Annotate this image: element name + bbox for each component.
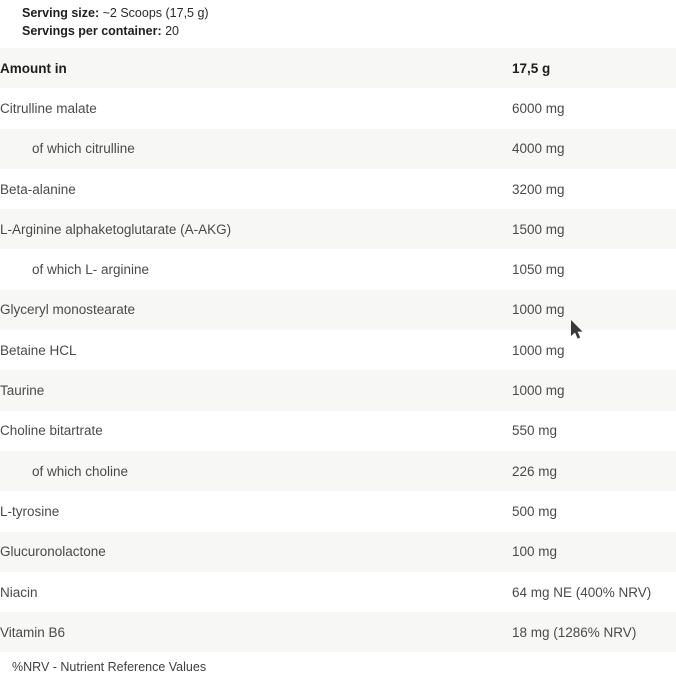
row-ingredient-name: L-tyrosine: [0, 503, 60, 519]
table-row: [0, 451, 676, 491]
table-row: [0, 491, 676, 531]
row-ingredient-amount: 3200 mg: [512, 181, 565, 197]
row-ingredient-amount: 4000 mg: [512, 141, 565, 157]
row-ingredient-amount: 550 mg: [512, 423, 558, 439]
table-row: [0, 88, 676, 128]
serving-size-line: [22, 4, 664, 22]
header-cell-value: 17,5 g: [512, 60, 551, 76]
table-row: [0, 290, 676, 330]
row-ingredient-amount: 6000 mg: [512, 100, 565, 116]
table-row: [0, 572, 676, 612]
row-ingredient-name: of which citrulline: [32, 141, 135, 157]
row-ingredient-name: Niacin: [0, 584, 38, 600]
row-ingredient-amount: 18 mg (1286% NRV): [512, 624, 637, 640]
row-ingredient-amount: 226 mg: [512, 463, 558, 479]
row-ingredient-name: Glyceryl monostearate: [0, 302, 136, 318]
row-ingredient-amount: 100 mg: [512, 544, 558, 560]
row-ingredient-amount: 1000 mg: [512, 302, 565, 318]
nutrition-table-body: [0, 48, 676, 652]
row-ingredient-amount: 1000 mg: [512, 383, 565, 399]
table-row: [0, 411, 676, 451]
nrv-footnote: %NRV - Nutrient Reference Values: [12, 660, 207, 674]
row-ingredient-name: Choline bitartrate: [0, 423, 103, 439]
table-row: [0, 209, 676, 249]
row-ingredient-amount: 500 mg: [512, 503, 558, 519]
table-row: [0, 169, 676, 209]
servings-per-container-line: [22, 22, 664, 40]
row-ingredient-name: L-Arginine alphaketoglutarate (A-AKG): [0, 221, 232, 237]
servings-per-container-value: 20: [165, 24, 180, 38]
table-row: [0, 532, 676, 572]
row-ingredient-amount: 1500 mg: [512, 221, 565, 237]
table-header-row: [0, 48, 676, 88]
table-row: [0, 612, 676, 652]
table-row: [0, 330, 676, 370]
row-ingredient-name: Glucuronolactone: [0, 544, 106, 560]
row-ingredient-name: Betaine HCL: [0, 342, 77, 358]
row-ingredient-name: of which L- arginine: [32, 262, 150, 278]
row-ingredient-name: of which choline: [32, 463, 129, 479]
nutrition-table: [0, 48, 676, 652]
row-ingredient-name: Beta-alanine: [0, 181, 76, 197]
table-row: [0, 129, 676, 169]
row-ingredient-name: Vitamin B6: [0, 624, 66, 640]
row-ingredient-amount: 64 mg NE (400% NRV): [512, 584, 652, 600]
serving-size-label: Serving size:: [22, 6, 100, 20]
row-ingredient-name: Citrulline malate: [0, 100, 97, 116]
table-row: [0, 249, 676, 289]
header-cell-name: Amount in: [0, 60, 67, 76]
row-ingredient-amount: 1000 mg: [512, 342, 565, 358]
row-ingredient-name: Taurine: [0, 383, 45, 399]
serving-info: [0, 0, 676, 48]
row-ingredient-amount: 1050 mg: [512, 262, 565, 278]
table-row: [0, 370, 676, 410]
servings-per-container-label: Servings per container:: [22, 24, 162, 38]
serving-size-value: ~2 Scoops (17,5 g): [102, 6, 209, 20]
